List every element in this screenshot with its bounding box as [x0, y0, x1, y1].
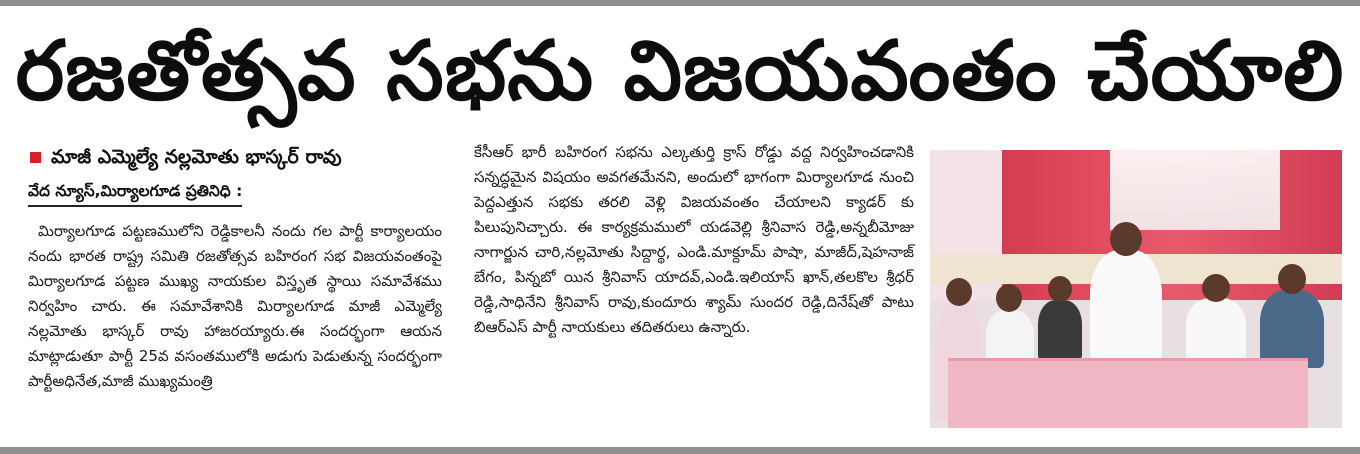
photo-person-speaker	[1090, 250, 1162, 362]
headline: రజతోత్సవ సభను విజయవంతం చేయాలి	[15, 24, 1345, 119]
subheadline-row	[28, 140, 442, 174]
photo-person-head	[1278, 264, 1306, 294]
dateline: వేద న్యూస్,మిర్యాలగూడ ప్రతినిధి :	[28, 178, 242, 207]
photo-person-head	[946, 278, 972, 306]
news-photo	[930, 150, 1342, 428]
photo-banner-white-area	[1110, 150, 1280, 230]
photo-person	[1186, 298, 1246, 362]
red-square-bullet-icon	[30, 152, 41, 163]
photo-person-head	[996, 284, 1022, 312]
bottom-rule	[0, 447, 1360, 454]
top-rule	[0, 0, 1360, 6]
subheadline: మాజీ ఎమ్మెల్యే నల్లమోతు భాస్కర్ రావు	[51, 146, 342, 168]
column-1	[28, 140, 442, 394]
column-2	[474, 140, 914, 340]
article-text-column-2: కేసీఆర్ భారీ బహిరంగ సభను ఎల్కతుర్తి క్రాస్ రోడ్డు వద్ద నిర్వహించడానికి సన్నద్ధమైన విషయం అవగతమేనని, అందులో భాగంగా మిర్యాలగూడ నుంచి పెద్దఎత్తున సభకు తరలి వెళ్లి విజయవంతం చేయాలని క్యాడర్ కు పిలుపునిచ్చారు. ఈ కార్యక్రమములో యడవెల్లి శ్రీనివాస రెడ్డి,అన్నబీమోజు నాగార్జున చారి,నల్లమోతు సిద్దార్థ, ఎండి.మాక్దూమ్ పాషా, మాజీద్,షెహనాజ్ బేగం, పిన్నబో యిన శ్రీనివాస్ యాదవ్,ఎండి.ఇలియాస్ ఖాన్,తలకొల శ్రీధర్ రెడ్డి,సాధినేని శ్రీనివాస్ రావు,కుందూరు శ్యామ్ సుందర రెడ్డి,దినేష్‌తో పాటు బిఆర్ఎస్ పార్టీ నాయకులు తదితరులు ఉన్నారు.	[474, 143, 914, 336]
photo-person	[1260, 290, 1324, 368]
photo-person-head	[1110, 222, 1142, 256]
photo-table	[948, 358, 1308, 428]
article-text-column-1: మిర్యాలగూడ పట్టణములోని రెడ్డికాలనీ నందు గల పార్టీ కార్యాలయం నందు భారత రాష్ట్ర సమితి రజతోత్సవ బహిరంగ సభ విజయవంతంపై మిర్యాలగూడ పట్టణ ముఖ్య నాయకుల విస్తృత స్థాయి సమావేశము నిర్వహిం చారు. ఈ సమావేశానికి మిర్యాలగూడ మాజీ ఎమ్మెల్యే నల్లమోతు భాస్కర్ రావు హాజరయ్యారు.ఈ సందర్భంగా ఆయన మాట్లాడుతూ పార్టీ 25వ వసంతములోకి అడుగు పెడుతున్న సందర్భంగా పార్టీఅధినేత,మాజీ ముఖ్యమంత్రి	[28, 222, 442, 390]
photo-person-head	[1202, 274, 1230, 302]
photo-person-head	[1048, 276, 1072, 302]
photo-person	[1038, 300, 1082, 360]
